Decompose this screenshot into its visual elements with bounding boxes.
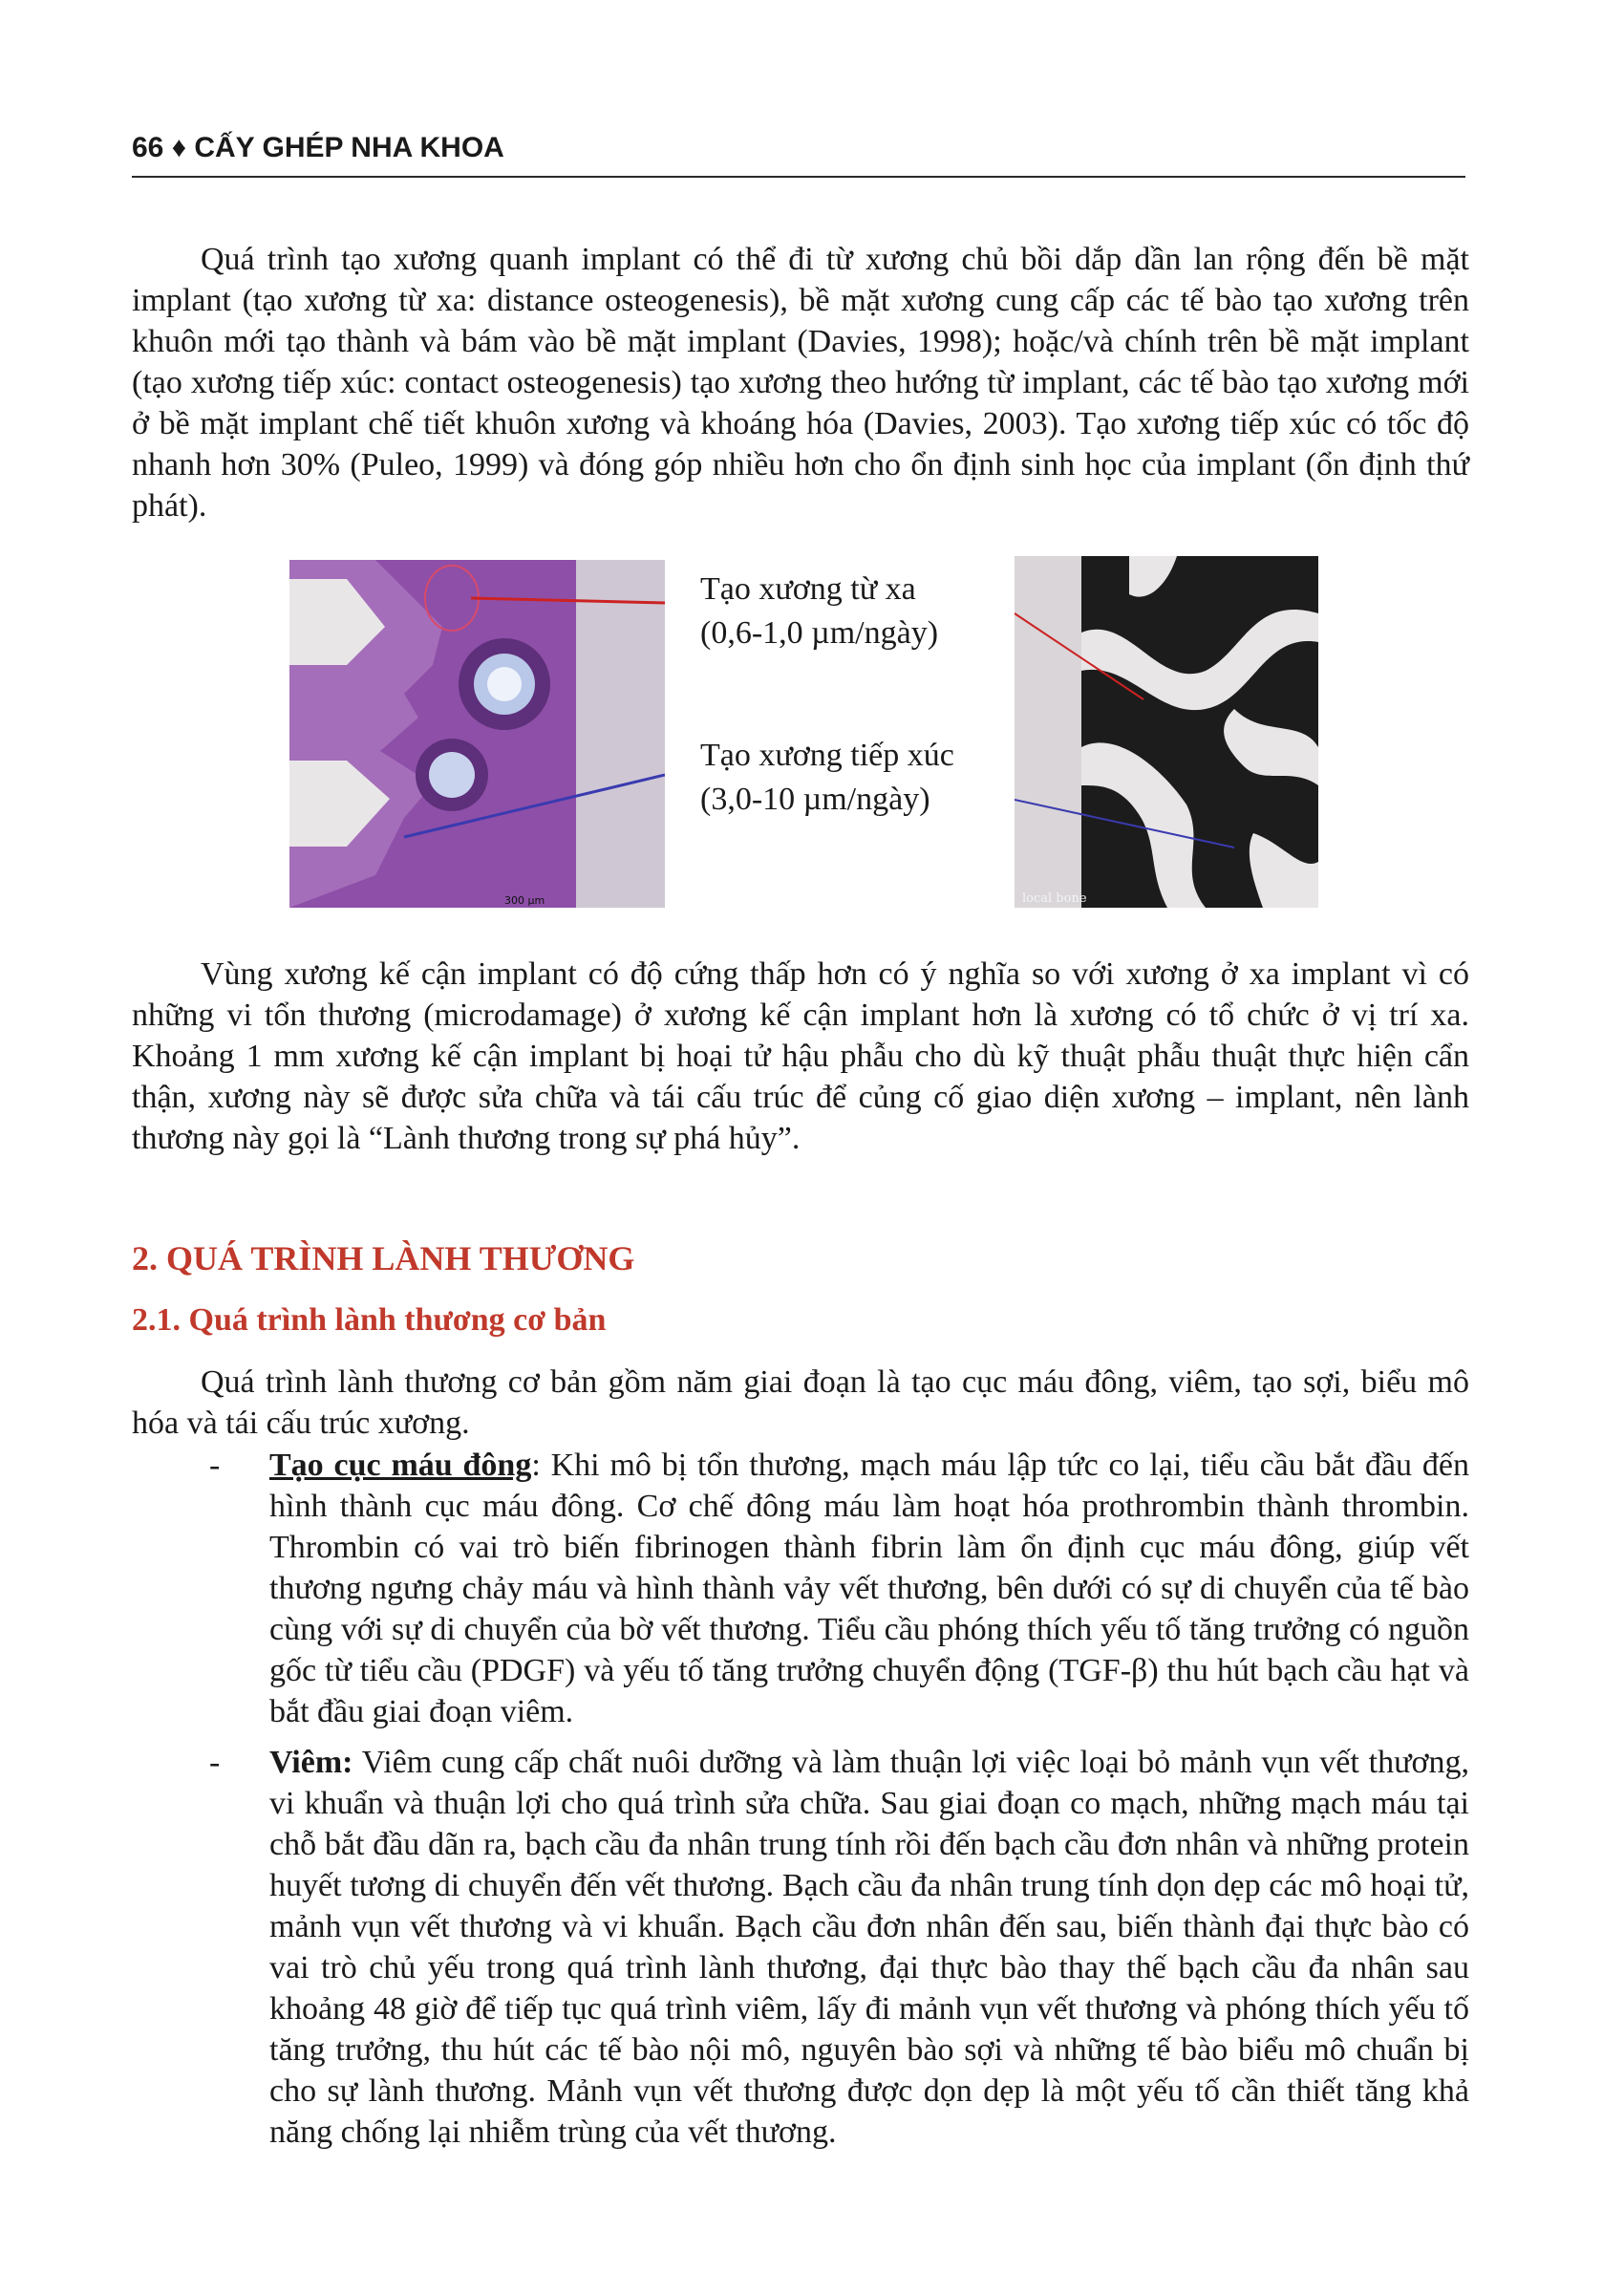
bullet-clot-formation [209,1445,1469,1732]
label-distance-title: Tạo xương từ xa [700,571,916,607]
label-contact-rate: (3,0-10 µm/ngày) [700,782,930,817]
bullet-text: Viêm cung cấp chất nuôi dưỡng và làm thuận lợi việc loại bỏ mảnh vụn vết thương, vi khuẩn và thuận lợi cho quá trình sửa chữa. Sau giai đoạn co mạch, những mạch máu tại chỗ bắt đầu dãn ra, bạch cầu đa nhân trung tính rồi đến bạch cầu đơn nhân và những protein huyết tương di chuyển đến vết thương. Bạch cầu đa nhân trung tính dọn dẹp các mô hoại tử, mảnh vụn vết thương và vi khuẩn. Bạch cầu đơn nhân đến sau, biến thành đại thực bào có vai trò chủ yếu trong quá trình lành thương, đại thực bào thay thế bạch cầu đa nhân sau khoảng 48 giờ để tiếp tục quá trình viêm, lấy đi mảnh vụn vết thương và phóng thích yếu tố tăng trưởng, thu hút các tế bào nội mô, nguyên bào sợi và những tế bào biểu mô chuẩn bị cho sự lành thương. Mảnh vụn vết thương được dọn dẹp là một yếu tố cần thiết tăng khả năng chống lại nhiễm trùng của vết thương. [269,1745,1469,2150]
osteon-lower-canal [429,752,475,798]
bullet-dash: - [209,1448,221,1483]
running-head: 66 ♦ CẤY GHÉP NHA KHOA [132,132,504,163]
microdamage-paragraph-text: Vùng xương kế cận implant có độ cứng thấp hơn có ý nghĩa so với xương ở xa implant vì có những vi tổn thương (microdamage) ở xương kế cận implant hơn là xương có tổ chức ở vị trí xa. Khoảng 1 mm xương kế cận implant bị hoại tử hậu phẫu cho dù kỹ thuật phẫu thuật thực hiện cẩn thận, xương này sẽ được sửa chữa và tái cấu trúc để củng cố giao diện xương – implant, nên lành thương này gọi là “Lành thương trong sự phá hủy”. [132,956,1469,1156]
section-intro-text: Quá trình lành thương cơ bản gồm năm giai đoạn là tạo cục máu đông, viêm, tạo sợi, biểu mô hóa và tái cấu trúc xương. [132,1364,1469,1441]
bullet-term: Tạo cục máu đông [269,1448,532,1483]
label-contact-osteogenesis [700,734,1006,822]
bullet-body [269,1445,1469,1732]
bullet-text: Khi mô bị tổn thương, mạch máu lập tức co lại, tiểu cầu bắt đầu đến hình thành cục máu đông. Cơ chế đông máu làm hoạt hóa prothrombin thành thrombin. Thrombin có vai trò biến fibrinogen thành fibrin làm ổn định cục máu đông, giúp vết thương ngưng chảy máu và hình thành vảy vết thương, bên dưới có sự di chuyển của tế bào cùng với sự di chuyển của bờ vết thương. Tiểu cầu phóng thích yếu tố tăng trưởng có nguồn gốc từ tiểu cầu (PDGF) và yếu tố tăng trưởng chuyển động (TGF-β) thu hút bạch cầu hạt và bắt đầu giai đoạn viêm. [269,1448,1469,1729]
label-contact-title: Tạo xương tiếp xúc [700,738,954,773]
label-distance-osteogenesis [700,568,1006,655]
bullet-separator: : [531,1448,541,1483]
bullet-inflammation [209,1742,1469,2153]
header-rule [132,176,1465,178]
scale-bar-label: 300 µm [504,894,545,907]
intro-paragraph [132,239,1469,526]
right-gray-strip [576,560,665,908]
implant-strip [1015,556,1081,908]
osteon-upper-core [487,667,522,701]
section-heading: 2. QUÁ TRÌNH LÀNH THƯƠNG [132,1239,635,1277]
section-subheading: 2.1. Quá trình lành thương cơ bản [132,1302,607,1338]
microdamage-paragraph [132,954,1469,1159]
local-bone-caption: local bone [1022,891,1087,906]
section-intro-paragraph [132,1362,1469,1444]
bullet-body [269,1742,1469,2153]
bullet-term: Viêm [269,1745,343,1780]
bullet-separator: : [342,1745,353,1780]
bullet-dash: - [209,1745,221,1780]
histology-image-left [289,560,665,908]
label-distance-rate: (0,6-1,0 µm/ngày) [700,615,939,651]
intro-paragraph-text: Quá trình tạo xương quanh implant có thể đi từ xương chủ bồi dắp dần lan rộng đến bề mặt implant (tạo xương từ xa: distance osteogenesis), bề mặt xương cung cấp các tế bào tạo xương trên khuôn mới tạo thành và bám vào bề mặt implant (Davies, 1998); hoặc/và chính trên bề mặt implant (tạo xương tiếp xúc: contact osteogenesis) tạo xương theo hướng từ implant, các tế bào tạo xương mới ở bề mặt implant chế tiết khuôn xương và khoáng hóa (Davies, 2003). Tạo xương tiếp xúc có tốc độ nhanh hơn 30% (Puleo, 1999) và đóng góp nhiều hơn cho ổn định sinh học của implant (ổn định thứ phát). [132,242,1469,524]
microct-image-right [1015,556,1318,908]
